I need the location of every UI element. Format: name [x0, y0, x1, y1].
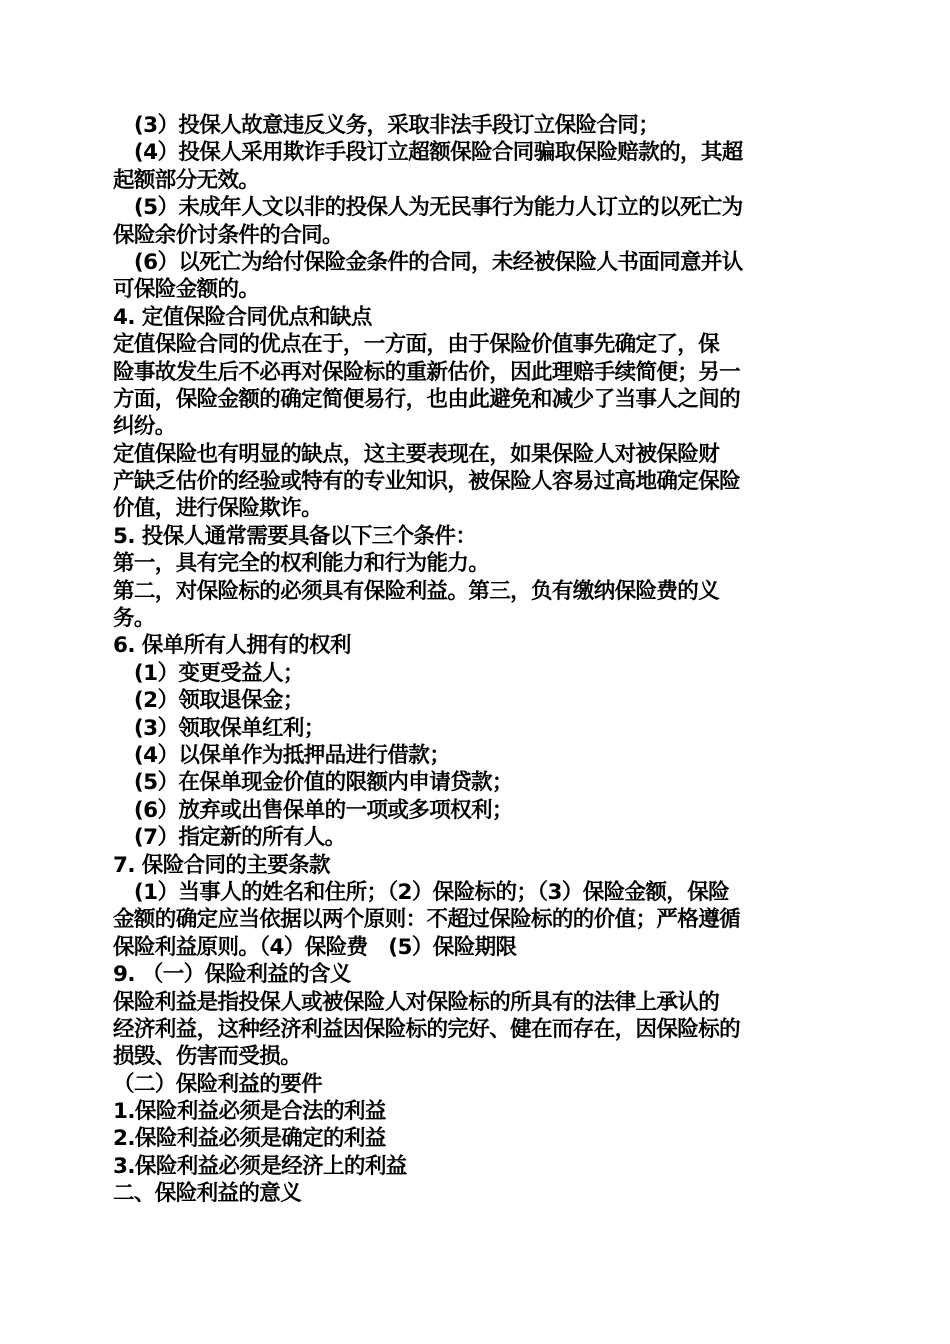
text-line: 第二，对保险标的必须具有保险利益。第三，负有缴纳保险费的义 — [113, 578, 720, 604]
text-line: 务。 — [113, 606, 155, 632]
list-item: (2）领取退保金； — [113, 688, 304, 714]
list-item: (7）指定新的所有人。 — [113, 825, 346, 851]
text-line: 起额部分无效。 — [113, 167, 260, 193]
section-heading: 二、保险利益的意义 — [113, 1181, 302, 1207]
list-item: (5）在保单现金价值的限额内申请贷款； — [113, 770, 513, 796]
text-line: 险事故发生后不必再对保险标的重新估价，因此理赔手续简便；另一 — [113, 359, 741, 385]
text-line: 经济利益，这种经济利益因保险标的完好、健在而存在，因保险标的 — [113, 1016, 741, 1042]
list-item: (3）领取保单红利； — [113, 715, 325, 741]
section-heading: 6. 保单所有人拥有的权利 — [113, 633, 351, 659]
section-heading: 5. 投保人通常需要具备以下三个条件： — [113, 523, 477, 549]
text-line: 纠纷。 — [113, 414, 176, 440]
text-line: (5）未成年人文以非的投保人为无民事行为能力人订立的以死亡为 — [113, 195, 743, 221]
text-line: 保险利益是指投保人或被保险人对保险标的所具有的法律上承认的 — [113, 989, 720, 1015]
list-item: 3.保险利益必须是经济上的利益 — [113, 1153, 407, 1179]
section-heading: 7. 保险合同的主要条款 — [113, 852, 330, 878]
text-line: 定值保险合同的优点在于，一方面，由于保险价值事先确定了，保 — [113, 332, 720, 358]
text-line: (3）投保人故意违反义务，采取非法手段订立保险合同； — [113, 113, 660, 138]
text-line: 金额的确定应当依据以两个原则：不超过保险标的的价值；严格遵循 — [113, 907, 741, 933]
text-line: 方面，保险金额的确定简便易行，也由此避免和减少了当事人之间的 — [113, 386, 741, 412]
text-line: 保险余价讨条件的合同。 — [113, 222, 343, 248]
text-line: 损毁、伤害而受损。 — [113, 1044, 302, 1070]
text-line: 价值，进行保险欺诈。 — [113, 496, 323, 522]
document-body — [113, 112, 841, 1208]
text-line: (4）投保人采用欺诈手段订立超额保险合同骗取保险赔款的，其超 — [113, 140, 743, 166]
section-heading: 9. （一）保险利益的含义 — [113, 962, 351, 988]
list-item: 1.保险利益必须是合法的利益 — [113, 1099, 386, 1125]
section-heading: 4. 定值保险合同优点和缺点 — [113, 304, 372, 330]
text-line: 保险利益原则。（4）保险费 (5）保险期限 — [113, 934, 517, 960]
text-line: (1）当事人的姓名和住所；（2）保险标的；（3）保险金额，保险 — [113, 879, 730, 905]
text-line: 第一，具有完全的权利能力和行为能力。 — [113, 551, 490, 577]
list-item: 2.保险利益必须是确定的利益 — [113, 1126, 386, 1152]
list-item: (6）放弃或出售保单的一项或多项权利； — [113, 797, 513, 823]
text-line: 定值保险也有明显的缺点，这主要表现在，如果保险人对被保险财 — [113, 441, 720, 467]
text-line: 产缺乏估价的经验或特有的专业知识，被保险人容易过高地确定保险 — [113, 469, 741, 495]
text-line: 可保险金额的。 — [113, 277, 260, 303]
list-item: (4）以保单作为抵押品进行借款； — [113, 742, 451, 768]
list-item: (1）变更受益人； — [113, 660, 304, 686]
text-line: (6）以死亡为给付保险金条件的合同，未经被保险人书面同意并认 — [113, 249, 743, 275]
section-heading: （二）保险利益的要件 — [113, 1071, 323, 1097]
